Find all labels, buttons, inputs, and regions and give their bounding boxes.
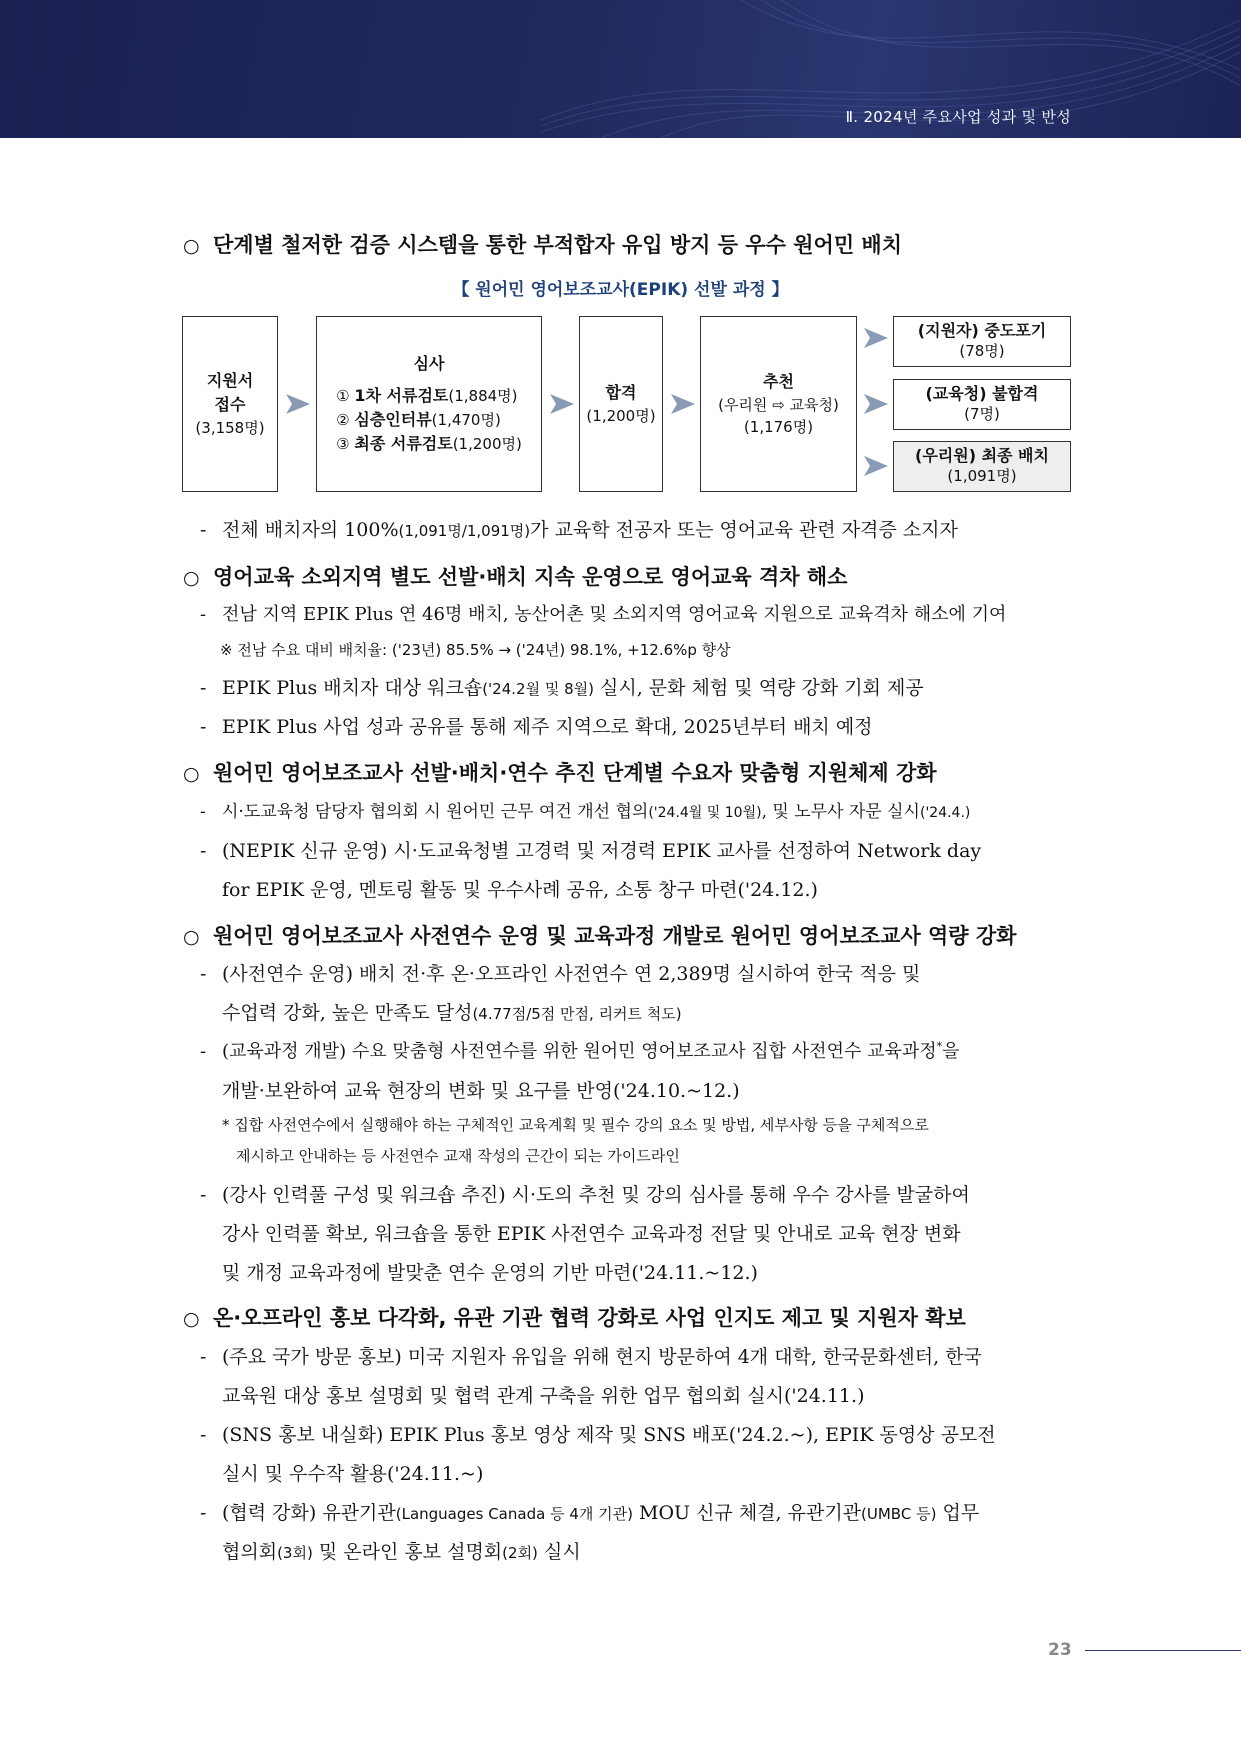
flow-arrow-icon — [669, 390, 697, 418]
s5-line-1b: 교육원 대상 홍보 설명회 및 협력 관계 구축을 위한 업무 협의회 실시('24.11.) — [222, 1385, 865, 1407]
flow-outcome-placement: (우리원) 최종 배치 (1,091명) — [893, 441, 1071, 492]
s5-line-1a: - (주요 국가 방문 홍보) 미국 지원자 유입을 위해 현지 방문하여 4개 대학, 한국문화센터, 한국 — [200, 1346, 982, 1368]
apply-count: (3,158명) — [195, 418, 265, 437]
review-title: 심사 — [413, 354, 445, 373]
s3-line-2b: for EPIK 운영, 멘토링 활동 및 우수사례 공유, 소통 창구 마련('24.12.) — [222, 879, 818, 901]
flow-arrow-icon — [548, 390, 576, 418]
recommend-title: 추천 — [763, 371, 794, 391]
flow-box-review — [316, 316, 542, 492]
bullet: ○ — [183, 235, 200, 257]
s4-line-2b: 개발·보완하여 교육 현장의 변화 및 요구를 반영('24.10.~12.) — [222, 1080, 740, 1102]
flow-arrow-icon — [284, 390, 312, 418]
s4-line-3c: 및 개정 교육과정에 발맞춘 연수 운영의 기반 마련('24.11.~12.) — [222, 1262, 758, 1284]
s2-line-1: - 전남 지역 EPIK Plus 연 46명 배치, 농산어촌 및 소외지역 영어교육 지원으로 교육격차 해소에 기여 — [200, 604, 1007, 625]
flow-arrow-icon — [862, 390, 890, 418]
route-arrow-icon: ⇨ — [772, 395, 785, 414]
review-step-1: ① 1차 서류검토(1,884명) — [336, 386, 518, 405]
s2-note: ※ 전남 수요 대비 배치율: ('23년) 85.5% → ('24년) 98.1%, +12.6%p 향상 — [220, 641, 731, 659]
flow-outcome-fail: (교육청) 불합격 (7명) — [893, 379, 1071, 430]
s3-line-1: - 시·도교육청 담당자 협의회 시 원어민 근무 여건 개선 협의('24.4월 및 10월), 및 노무사 자문 실시('24.4.) — [200, 802, 971, 822]
s4-line-3a: - (강사 인력풀 구성 및 워크숍 추진) 시·도의 추천 및 강의 심사를 통해 우수 강사를 발굴하여 — [200, 1184, 970, 1206]
flow-box-apply — [182, 316, 278, 492]
flow-box-recommend — [700, 316, 857, 492]
s2-line-3: - EPIK Plus 사업 성과 공유를 통해 제주 지역으로 확대, 2025년부터 배치 예정 — [200, 716, 873, 738]
s5-line-2a: - (SNS 홍보 내실화) EPIK Plus 홍보 영상 제작 및 SNS 배포('24.2.~), EPIK 동영상 공모전 — [200, 1424, 996, 1446]
s4-footnote-2: 제시하고 안내하는 등 사전연수 교재 작성의 근간이 되는 가이드라인 — [236, 1147, 680, 1165]
flow-arrow-icon — [862, 452, 890, 480]
s4-line-1b: 수업력 강화, 높은 만족도 달성(4.77점/5점 만점, 리커트 척도) — [222, 1002, 682, 1024]
flow-outcome-dropout: (지원자) 중도포기 (78명) — [893, 316, 1071, 367]
pass-title: 합격 — [605, 382, 637, 402]
pass-count: (1,200명) — [586, 406, 656, 425]
s1-line-1: - 전체 배치자의 100%(1,091명/1,091명)가 교육학 전공자 또는 영어교육 관련 자격증 소지자 — [200, 519, 958, 541]
review-step-3: ③ 최종 서류검토(1,200명) — [336, 434, 522, 453]
section-heading-3: ○ 원어민 영어보조교사 선발·배치·연수 추진 단계별 수요자 맞춤형 지원체제 강화 — [183, 761, 937, 785]
recommend-route: (우리원 ⇨ 교육청) — [718, 395, 839, 414]
s5-line-3a: - (협력 강화) 유관기관(Languages Canada 등 4개 기관) MOU 신규 체결, 유관기관(UMBC 등) 업무 — [200, 1502, 980, 1524]
footer-rule — [1085, 1650, 1241, 1651]
heading-text: 단계별 철저한 검증 시스템을 통한 부적합자 유입 방지 등 우수 원어민 배치 — [213, 233, 902, 257]
s3-line-2a: - (NEPIK 신규 운영) 시·도교육청별 고경력 및 저경력 EPIK 교사를 선정하여 Network day — [200, 840, 982, 862]
page-number: 23 — [1048, 1640, 1072, 1660]
apply-label-2: 접수 — [214, 394, 246, 414]
s5-line-2b: 실시 및 우수작 활용('24.11.~) — [222, 1463, 484, 1485]
section-heading-4: ○ 원어민 영어보조교사 사전연수 운영 및 교육과정 개발로 원어민 영어보조교사 역량 강화 — [183, 924, 1017, 948]
flow-arrow-icon — [862, 324, 890, 352]
s5-line-3b: 협의회(3회) 및 온라인 홍보 설명회(2회) 실시 — [222, 1541, 581, 1563]
apply-label-1: 지원서 — [206, 370, 254, 390]
s4-line-2a: - (교육과정 개발) 수요 맞춤형 사전연수를 위한 원어민 영어보조교사 집합 사전연수 교육과정*을 — [200, 1040, 960, 1062]
section-heading-1 — [183, 229, 902, 259]
review-step-2: ② 심층인터뷰(1,470명) — [336, 410, 501, 429]
section-header-title: Ⅱ. 2024년 주요사업 성과 및 반성 — [845, 108, 1071, 126]
s4-footnote-1: * 집합 사전연수에서 실행해야 하는 구체적인 교육계획 및 필수 강의 요소 및 방법, 세부사항 등을 구체적으로 — [222, 1116, 929, 1134]
s2-line-2: - EPIK Plus 배치자 대상 워크숍('24.2월 및 8월) 실시, 문화 체험 및 역량 강화 기회 제공 — [200, 677, 924, 699]
flow-box-pass — [579, 316, 663, 492]
section-heading-5: ○ 온·오프라인 홍보 다각화, 유관 기관 협력 강화로 사업 인지도 제고 및 지원자 확보 — [183, 1306, 966, 1330]
s4-line-3b: 강사 인력풀 확보, 워크숍을 통한 EPIK 사전연수 교육과정 전달 및 안내로 교육 현장 변화 — [222, 1223, 961, 1245]
flow-title: 【 원어민 영어보조교사(EPIK) 선발 과정 】 — [452, 280, 789, 300]
section-heading-2: ○ 영어교육 소외지역 별도 선발·배치 지속 운영으로 영어교육 격차 해소 — [183, 565, 848, 589]
s4-line-1a: - (사전연수 운영) 배치 전·후 온·오프라인 사전연수 연 2,389명 실시하여 한국 적응 및 — [200, 963, 921, 985]
header-band — [0, 0, 1241, 138]
recommend-count: (1,176명) — [743, 418, 814, 436]
review-steps — [336, 384, 522, 456]
